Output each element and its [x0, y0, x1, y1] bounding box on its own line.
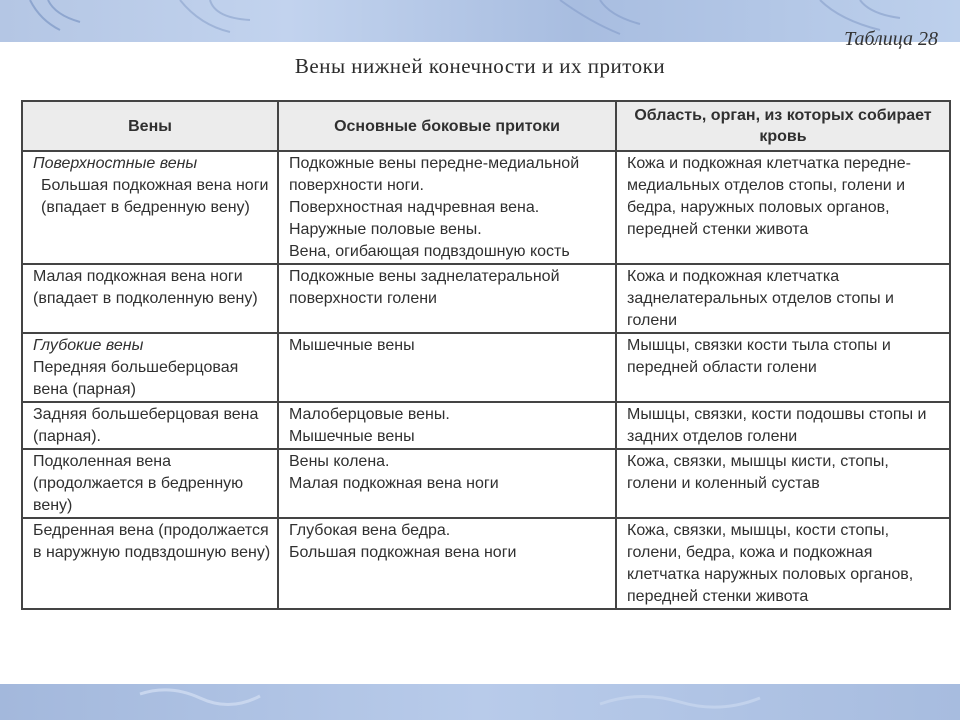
document-page [0, 28, 960, 684]
tributary-item: Мышечные вены [289, 337, 415, 354]
tributary-item: Подкожные вены заднелатеральной поверхности голени [289, 268, 560, 307]
vein-cell [22, 449, 278, 518]
table-row [22, 333, 950, 402]
vein-name: Подколенная вена (продолжается в бедренную вену) [33, 453, 244, 514]
tributary-item: Малая подкожная вена ноги [289, 475, 499, 492]
region-cell: Кожа и подкожная клетчатка передне-медиальных отделов стопы, голени и бедра, наружных половых органов, передней стенки живота [616, 151, 950, 264]
tributary-item: Наружные половые вены. [289, 221, 482, 238]
tributaries-cell [278, 264, 616, 333]
vein-cell [22, 264, 278, 333]
table-number: Таблица 28 [844, 28, 938, 50]
document-title: Вены нижней конечности и их притоки [294, 54, 666, 78]
vein-cell [22, 333, 278, 402]
tributaries-cell [278, 402, 616, 449]
region-cell: Кожа и подкожная клетчатка заднелатеральных отделов стопы и голени [616, 264, 950, 333]
table-row [22, 449, 950, 518]
decorative-branches [0, 0, 960, 42]
group-label-deep: Глубокие вены [33, 337, 144, 354]
tributary-item: Глубокая вена бедра. [289, 522, 451, 539]
vein-cell [22, 518, 278, 609]
tributaries-cell [278, 518, 616, 609]
decorative-swirl [0, 684, 960, 720]
slide-bottom-band [0, 684, 960, 720]
tributary-item: Подкожные вены передне-медиальной поверхности ноги. [289, 155, 580, 194]
vein-name: Бедренная вена (продолжается в наружную подвздошную вену) [33, 522, 271, 561]
tributary-item: Мышечные вены [289, 428, 415, 445]
table-row [22, 402, 950, 449]
column-header-tributaries: Основные боковые притоки [278, 101, 616, 151]
vein-name: Малая подкожная вена ноги (впадает в подколенную вену) [33, 268, 258, 307]
vein-name: Большая подкожная вена ноги (впадает в бедренную вену) [41, 177, 269, 216]
tributaries-cell [278, 151, 616, 264]
tributaries-cell [278, 449, 616, 518]
region-cell: Кожа, связки, мышцы кисти, стопы, голени и коленный сустав [616, 449, 950, 518]
table-header-row [22, 101, 950, 151]
tributary-item: Вена, огибающая подвздошную кость [289, 243, 570, 260]
region-cell: Мышцы, связки кости тыла стопы и передней области голени [616, 333, 950, 402]
tributary-item: Вены колена. [289, 453, 390, 470]
veins-table [21, 100, 951, 610]
vein-name: Задняя большеберцовая вена (парная). [33, 406, 259, 445]
vein-cell [22, 151, 278, 264]
vein-name: Передняя большеберцовая вена (парная) [33, 359, 239, 398]
table-row [22, 264, 950, 333]
tributaries-cell [278, 333, 616, 402]
region-cell: Кожа, связки, мышцы, кости стопы, голени, бедра, кожа и подкожная клетчатка наружных половых органов, передней стенки живота [616, 518, 950, 609]
vein-cell [22, 402, 278, 449]
region-cell: Мышцы, связки, кости подошвы стопы и задних отделов голени [616, 402, 950, 449]
table-row [22, 151, 950, 264]
slide-top-band [0, 0, 960, 42]
tributary-item: Большая подкожная вена ноги [289, 544, 517, 561]
tributary-item: Поверхностная надчревная вена. [289, 199, 540, 216]
column-header-region: Область, орган, из которых собирает кровь [616, 101, 950, 151]
table-row [22, 518, 950, 609]
column-header-veins: Вены [22, 101, 278, 151]
tributary-item: Малоберцовые вены. [289, 406, 450, 423]
group-label-superficial: Поверхностные вены [33, 155, 198, 172]
